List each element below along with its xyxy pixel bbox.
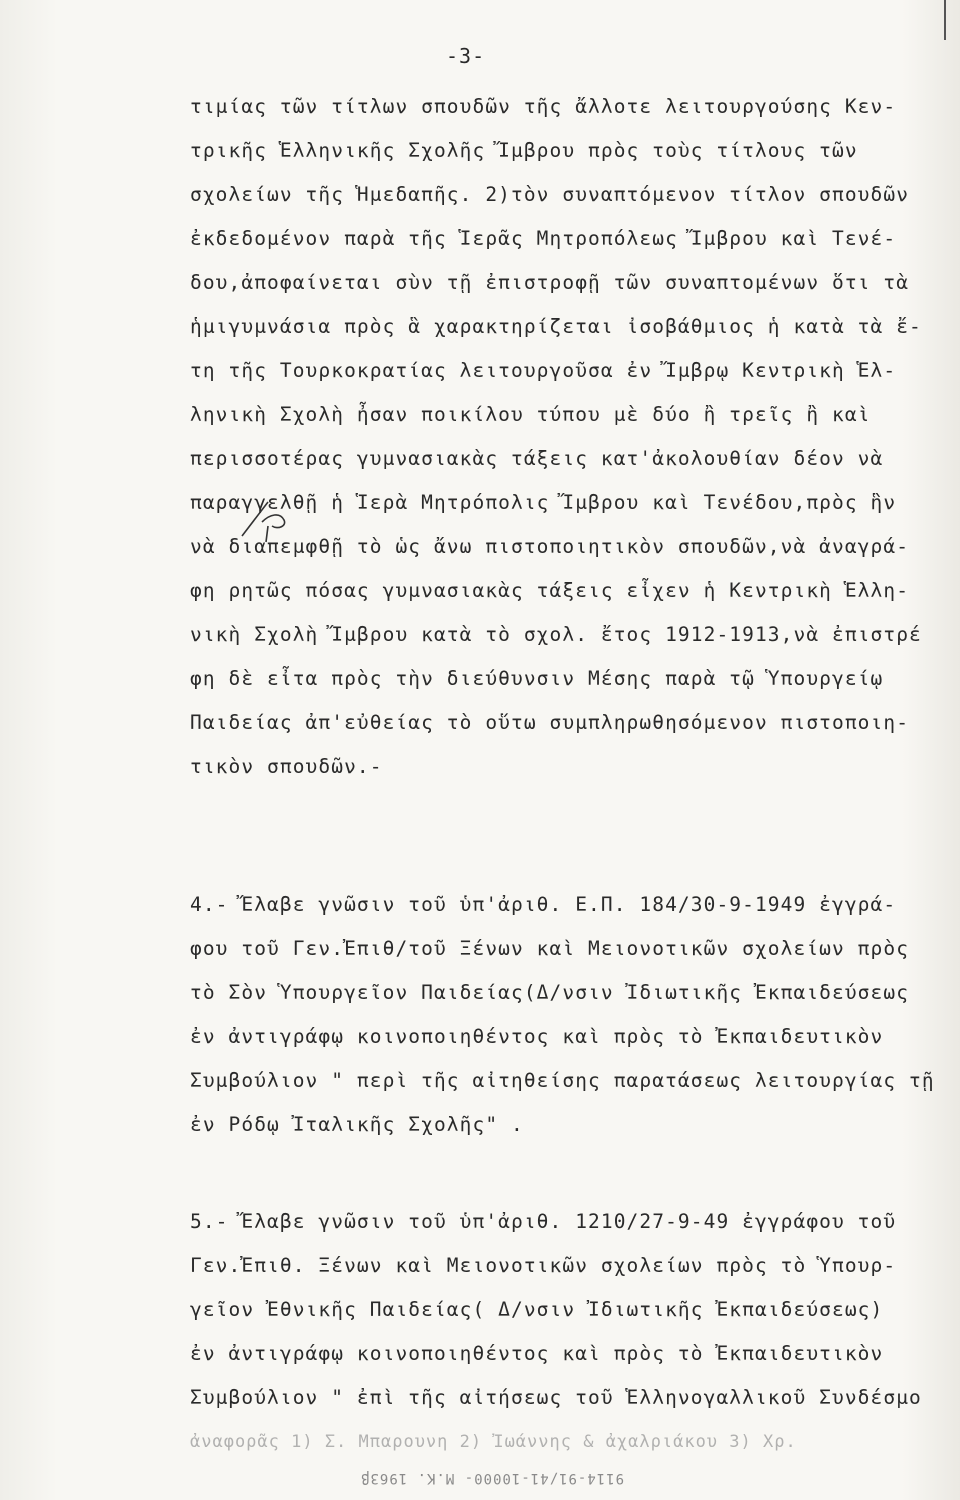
main-paragraph-line: φη δὲ εἶτα πρὸς τὴν διεύθυνσιν Μέσης παρὰ τῷ Ὑπουργείῳ — [190, 667, 884, 690]
page-number: -3- — [446, 44, 486, 68]
item-4-line: τὸ Σὸν Ὑπουργεῖον Παιδείας(Δ/νσιν Ἰδιωτικῆς Ἐκπαιδεύσεως — [190, 981, 910, 1004]
main-paragraph-line: τη τῆς Τουρκοκρατίας λειτουργοῦσα ἐν Ἴμβρῳ Κεντρικὴ Ἑλ- — [190, 359, 897, 382]
item-5-line: ἐν ἀντιγράφῳ κοινοποιηθέντος καὶ πρὸς τὸ Ἐκπαιδευτικὸν — [190, 1342, 884, 1365]
item-4-line: ἐν Ρόδῳ Ἰταλικῆς Σχολῆς" . — [190, 1113, 524, 1136]
bleed-through-text: ἀναφορᾶς 1) Σ. Μπαρουνη 2) Ἰωάννης & ἀχαλριάκου 3) Χρ. — [190, 1432, 797, 1452]
main-paragraph-line: ἐκδεδομένον παρὰ τῆς Ἱερᾶς Μητροπόλεως Ἴμβρου καὶ Τενέ- — [190, 227, 897, 250]
item-5-line: 5.- Ἔλαβε γνῶσιν τοῦ ὑπ'ἀριθ. 1210/27-9-49 ἐγγράφου τοῦ — [190, 1210, 897, 1233]
main-paragraph-line: νὰ διαπεμφθῇ τὸ ὡς ἄνω πιστοποιητικὸν σπουδῶν,νὰ ἀναγρά- — [190, 535, 910, 558]
main-paragraph-line: σχολείων τῆς Ἡμεδαπῆς. 2)τὸν συναπτόμενον τίτλον σπουδῶν — [190, 183, 910, 206]
item-4-line: Συμβούλιον " περὶ τῆς αἰτηθείσης παρατάσεως λειτουργίας τῇ — [190, 1069, 935, 1092]
mirrored-footer-text: 9114-91/41-10000- Μ.Κ. 1963β — [360, 1470, 625, 1486]
item-5-line: γεῖον Ἐθνικῆς Παιδείας( Δ/νσιν Ἰδιωτικῆς Ἐκπαιδεύσεως) — [190, 1298, 884, 1321]
main-paragraph-line: Παιδείας ἀπ'εὐθείας τὸ οὕτω συμπληρωθησόμενον πιστοποιη- — [190, 711, 910, 734]
item-5-line: Συμβούλιον " ἐπὶ τῆς αἰτήσεως τοῦ Ἑλληνογαλλικοῦ Συνδέσμο — [190, 1386, 922, 1409]
main-paragraph-line: παραγγελθῇ ἡ Ἱερὰ Μητρόπολις Ἴμβρου καὶ Τενέδου,πρὸς ἣν — [190, 491, 897, 514]
handwritten-mark — [232, 492, 302, 548]
item-4-line: ἐν ἀντιγράφῳ κοινοποιηθέντος καὶ πρὸς τὸ Ἐκπαιδευτικὸν — [190, 1025, 884, 1048]
main-paragraph-line: τρικῆς Ἑλληνικῆς Σχολῆς Ἴμβρου πρὸς τοὺς τίτλους τῶν — [190, 139, 858, 162]
main-paragraph-line: τικὸν σπουδῶν.- — [190, 755, 383, 778]
main-paragraph-line: νικὴ Σχολὴ Ἴμβρου κατὰ τὸ σχολ. ἔτος 1912-1913,νὰ ἐπιστρέ — [190, 623, 922, 646]
main-paragraph-line: φη ρητῶς πόσας γυμνασιακὰς τάξεις εἶχεν ἡ Κεντρικὴ Ἑλλη- — [190, 579, 910, 602]
main-paragraph-line: τιμίας τῶν τίτλων σπουδῶν τῆς ἄλλοτε λειτουργούσης Κεν- — [190, 95, 897, 118]
item-4-line: 4.- Ἔλαβε γνῶσιν τοῦ ὑπ'ἀριθ. Ε.Π. 184/30-9-1949 ἐγγρά- — [190, 893, 897, 916]
main-paragraph-line: περισσοτέρας γυμνασιακὰς τάξεις κατ'ἀκολουθίαν δέον νὰ — [190, 447, 884, 470]
item-5-line: Γεν.Ἐπιθ. Ξένων καὶ Μειονοτικῶν σχολείων πρὸς τὸ Ὑπουρ- — [190, 1254, 897, 1277]
main-paragraph-line: ληνικὴ Σχολὴ ἦσαν ποικίλου τύπου μὲ δύο ἢ τρεῖς ἢ καὶ — [190, 403, 871, 426]
main-paragraph-line: δου,ἀποφαίνεται σὺν τῇ ἐπιστροφῇ τῶν συναπτομένων ὅτι τὰ — [190, 271, 910, 294]
page-edge-mark — [944, 0, 946, 40]
main-paragraph-line: ἡμιγυμνάσια πρὸς ἃ χαρακτηρίζεται ἰσοβάθμιος ἡ κατὰ τὰ ἔ- — [190, 315, 922, 338]
item-4-line: φου τοῦ Γεν.Ἐπιθ/τοῦ Ξένων καὶ Μειονοτικῶν σχολείων πρὸς — [190, 937, 910, 960]
